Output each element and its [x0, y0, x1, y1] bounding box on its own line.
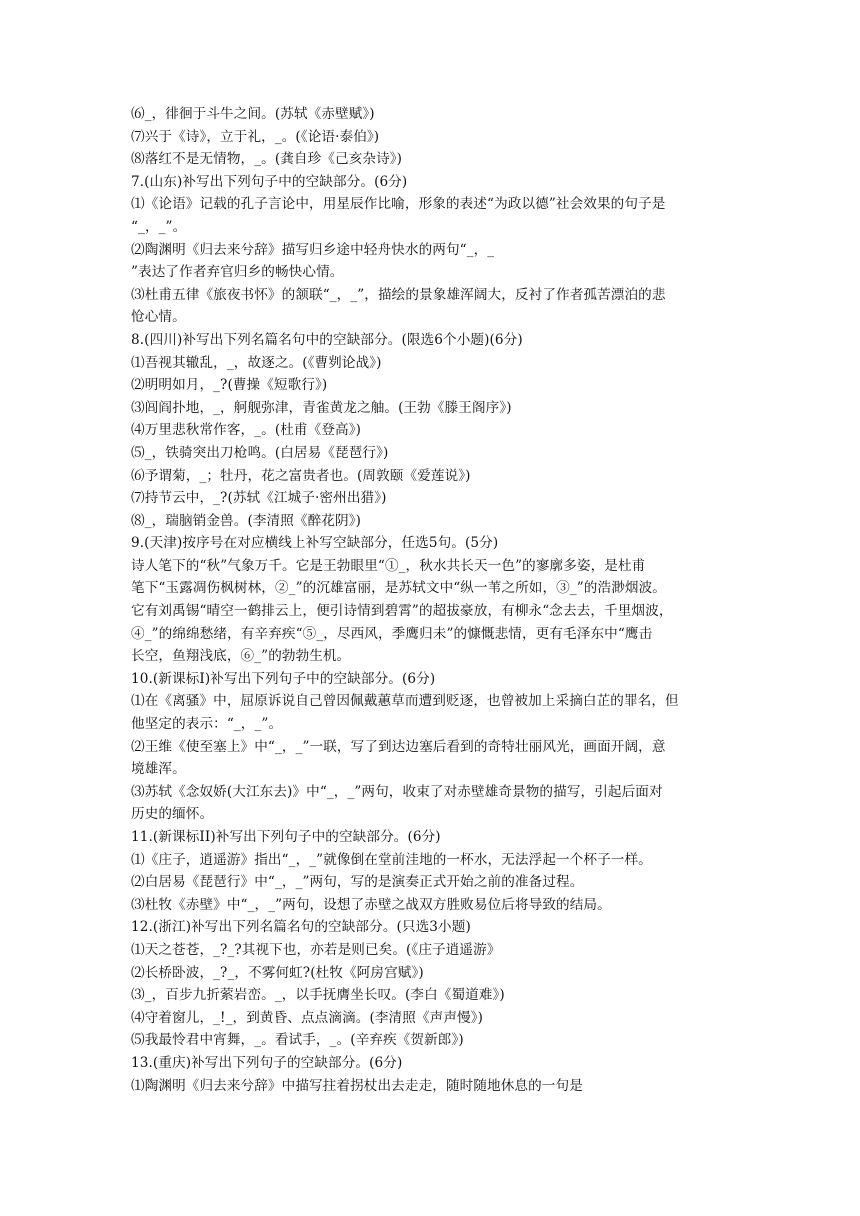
text-line: ⑴在《离骚》中，屈原诉说自己曾因佩戴蕙草而遭到贬逐，也曾被加上采摘白芷的罪名，但 [131, 693, 679, 710]
text-line: ⑵白居易《琵琶行》中“_，_”两句，写的是演奏正式开始之前的准备过程。 [131, 874, 584, 891]
text-line: ⑷万里悲秋常作客，_。(杜甫《登高》) [131, 422, 362, 439]
question-heading: 13.(重庆)补写出下列句子的空缺部分。(6分) [131, 1054, 403, 1071]
text-line: ⑴《庄子，逍遥游》指出“_，_”就像倒在堂前洼地的一杯水，无法浮起一个杯子一样。 [131, 851, 652, 868]
question-heading: 10.(新课标I)补写出下列句子中的空缺部分。(6分) [131, 670, 436, 687]
text-line: ⑴天之苍苍，_?_?其视下也，亦若是则已矣。(《庄子逍遥游》 [131, 941, 501, 958]
text-line: ⑶杜牧《赤壁》中“_，_”两句，设想了赤壁之战双方胜败易位后将导致的结局。 [131, 896, 611, 913]
text-line: 诗人笔下的“秋”气象万千。它是王勃眼里“①_，秋水共长天一色”的寥廓多姿，是杜甫 [131, 557, 646, 574]
text-line: ⑵长桥卧波，_?_，不雾何虹?(杜牧《阿房宫赋》) [131, 964, 424, 981]
text-line: “_，_”。 [131, 218, 187, 235]
document-page [131, 103, 731, 1097]
text-line: 怆心情。 [131, 309, 186, 326]
text-line: ⑴陶渊明《归去来兮辞》中描写拄着拐杖出去走走，随时随地休息的一句是 [131, 1077, 583, 1094]
text-line: 它有刘禹锡“晴空一鹤排云上，便引诗情到碧霄”的超拔豪放，有柳永“念去去，千里烟波， [131, 603, 673, 620]
text-line: ⑷守着窗儿，_!_，到黄昏、点点滴滴。(李清照《声声慢》) [131, 1009, 484, 1026]
question-heading: 7.(山东)补写出下列句子中的空缺部分。(6分) [131, 173, 408, 190]
text-line: ⑶苏轼《念奴娇(大江东去)》中“_，_”两句，收束了对赤壁雄奇景物的描写，引起后面对 [131, 783, 663, 800]
text-line: ⑵明明如月，_?(曹操《短歌行》) [131, 377, 328, 394]
text-line: 历史的缅怀。 [131, 806, 214, 823]
text-line: ⑸_，铁骑突出刀枪鸣。(白居易《琵琶行》) [131, 444, 389, 461]
text-line: 笔下“玉露凋伤枫树林，②_”的沉雄富丽，是苏轼文中“纵一苇之所如，③_”的浩渺烟波。 [131, 580, 666, 597]
text-line: 长空，鱼翔浅底，⑥_”的勃勃生机。 [131, 648, 351, 665]
text-line: 境雄浑。 [131, 761, 186, 778]
text-line: ④_”的绵绵愁绪，有辛弃疾“⑤_，尽西风，季鹰归未”的慷慨悲情，更有毛泽东中“鹰击 [131, 625, 653, 642]
text-line: ⑸我最怜君中宵舞，_。看试手，_。(辛弃疾《贺新郎》) [131, 1032, 464, 1049]
text-line: ⑺持节云中，_?(苏轼《江城子·密州出猎》) [131, 490, 387, 507]
text-line: ⑶_，百步九折萦岩峦。_，以手抚膺坐长叹。(李白《蜀道难》) [131, 987, 505, 1004]
text-line: ⑹_，徘徊于斗牛之间。(苏轼《赤壁赋》) [131, 106, 375, 122]
text-line: ⑵陶渊明《归去来兮辞》描写归乡途中轻舟快水的两句“_，_ [131, 241, 495, 258]
text-line: ⑵王维《使至塞上》中“_，_”一联，写了到达边塞后看到的奇特壮丽风光，画面开阔，意 [131, 738, 666, 755]
question-heading: 8.(四川)补写出下列名篇名句中的空缺部分。(限选6个小题)(6分) [131, 331, 523, 348]
question-heading: 9.(天津)按序号在对应横线上补写空缺部分，任选5句。(5分) [131, 535, 499, 552]
text-line: ⑺兴于《诗》，立于礼，_。(《论语·泰伯》) [131, 128, 380, 145]
text-line: ⑴《论语》记载的孔子言论中，用星辰作比喻，形象的表述“为政以德”社会效果的句子是 [131, 196, 666, 213]
text-line: ⑴吾视其辙乱，_，故逐之。(《曹刿论战》) [131, 354, 382, 371]
text-line: ”表达了作者弃官归乡的畅快心情。 [131, 264, 344, 281]
text-line: ⑶杜甫五律《旅夜书怀》的颔联“_，_”，描绘的景象雄浑阔大，反衬了作者孤苦漂泊的悲 [131, 286, 666, 303]
text-line: ⑻落红不是无情物，_。(龚自珍《己亥杂诗》) [131, 151, 403, 168]
text-line: 他坚定的表示：“_，_”。 [131, 716, 283, 733]
question-heading: 11.(新课标II)补写出下列句子中的空缺部分。(6分) [131, 829, 441, 845]
question-heading: 12.(浙江)补写出下列名篇名句的空缺部分。(只选3小题) [131, 919, 471, 936]
text-line: ⑹予谓菊，_；牡丹，花之富贵者也。(周敦颐《爱莲说》) [131, 467, 471, 484]
text-line: ⑶闾阎扑地，_，舸舰弥津，青雀黄龙之舳。(王勃《滕王阁序》) [131, 399, 512, 416]
text-line: ⑻_，瑞脑销金兽。(李清照《醉花阴》) [131, 512, 362, 529]
